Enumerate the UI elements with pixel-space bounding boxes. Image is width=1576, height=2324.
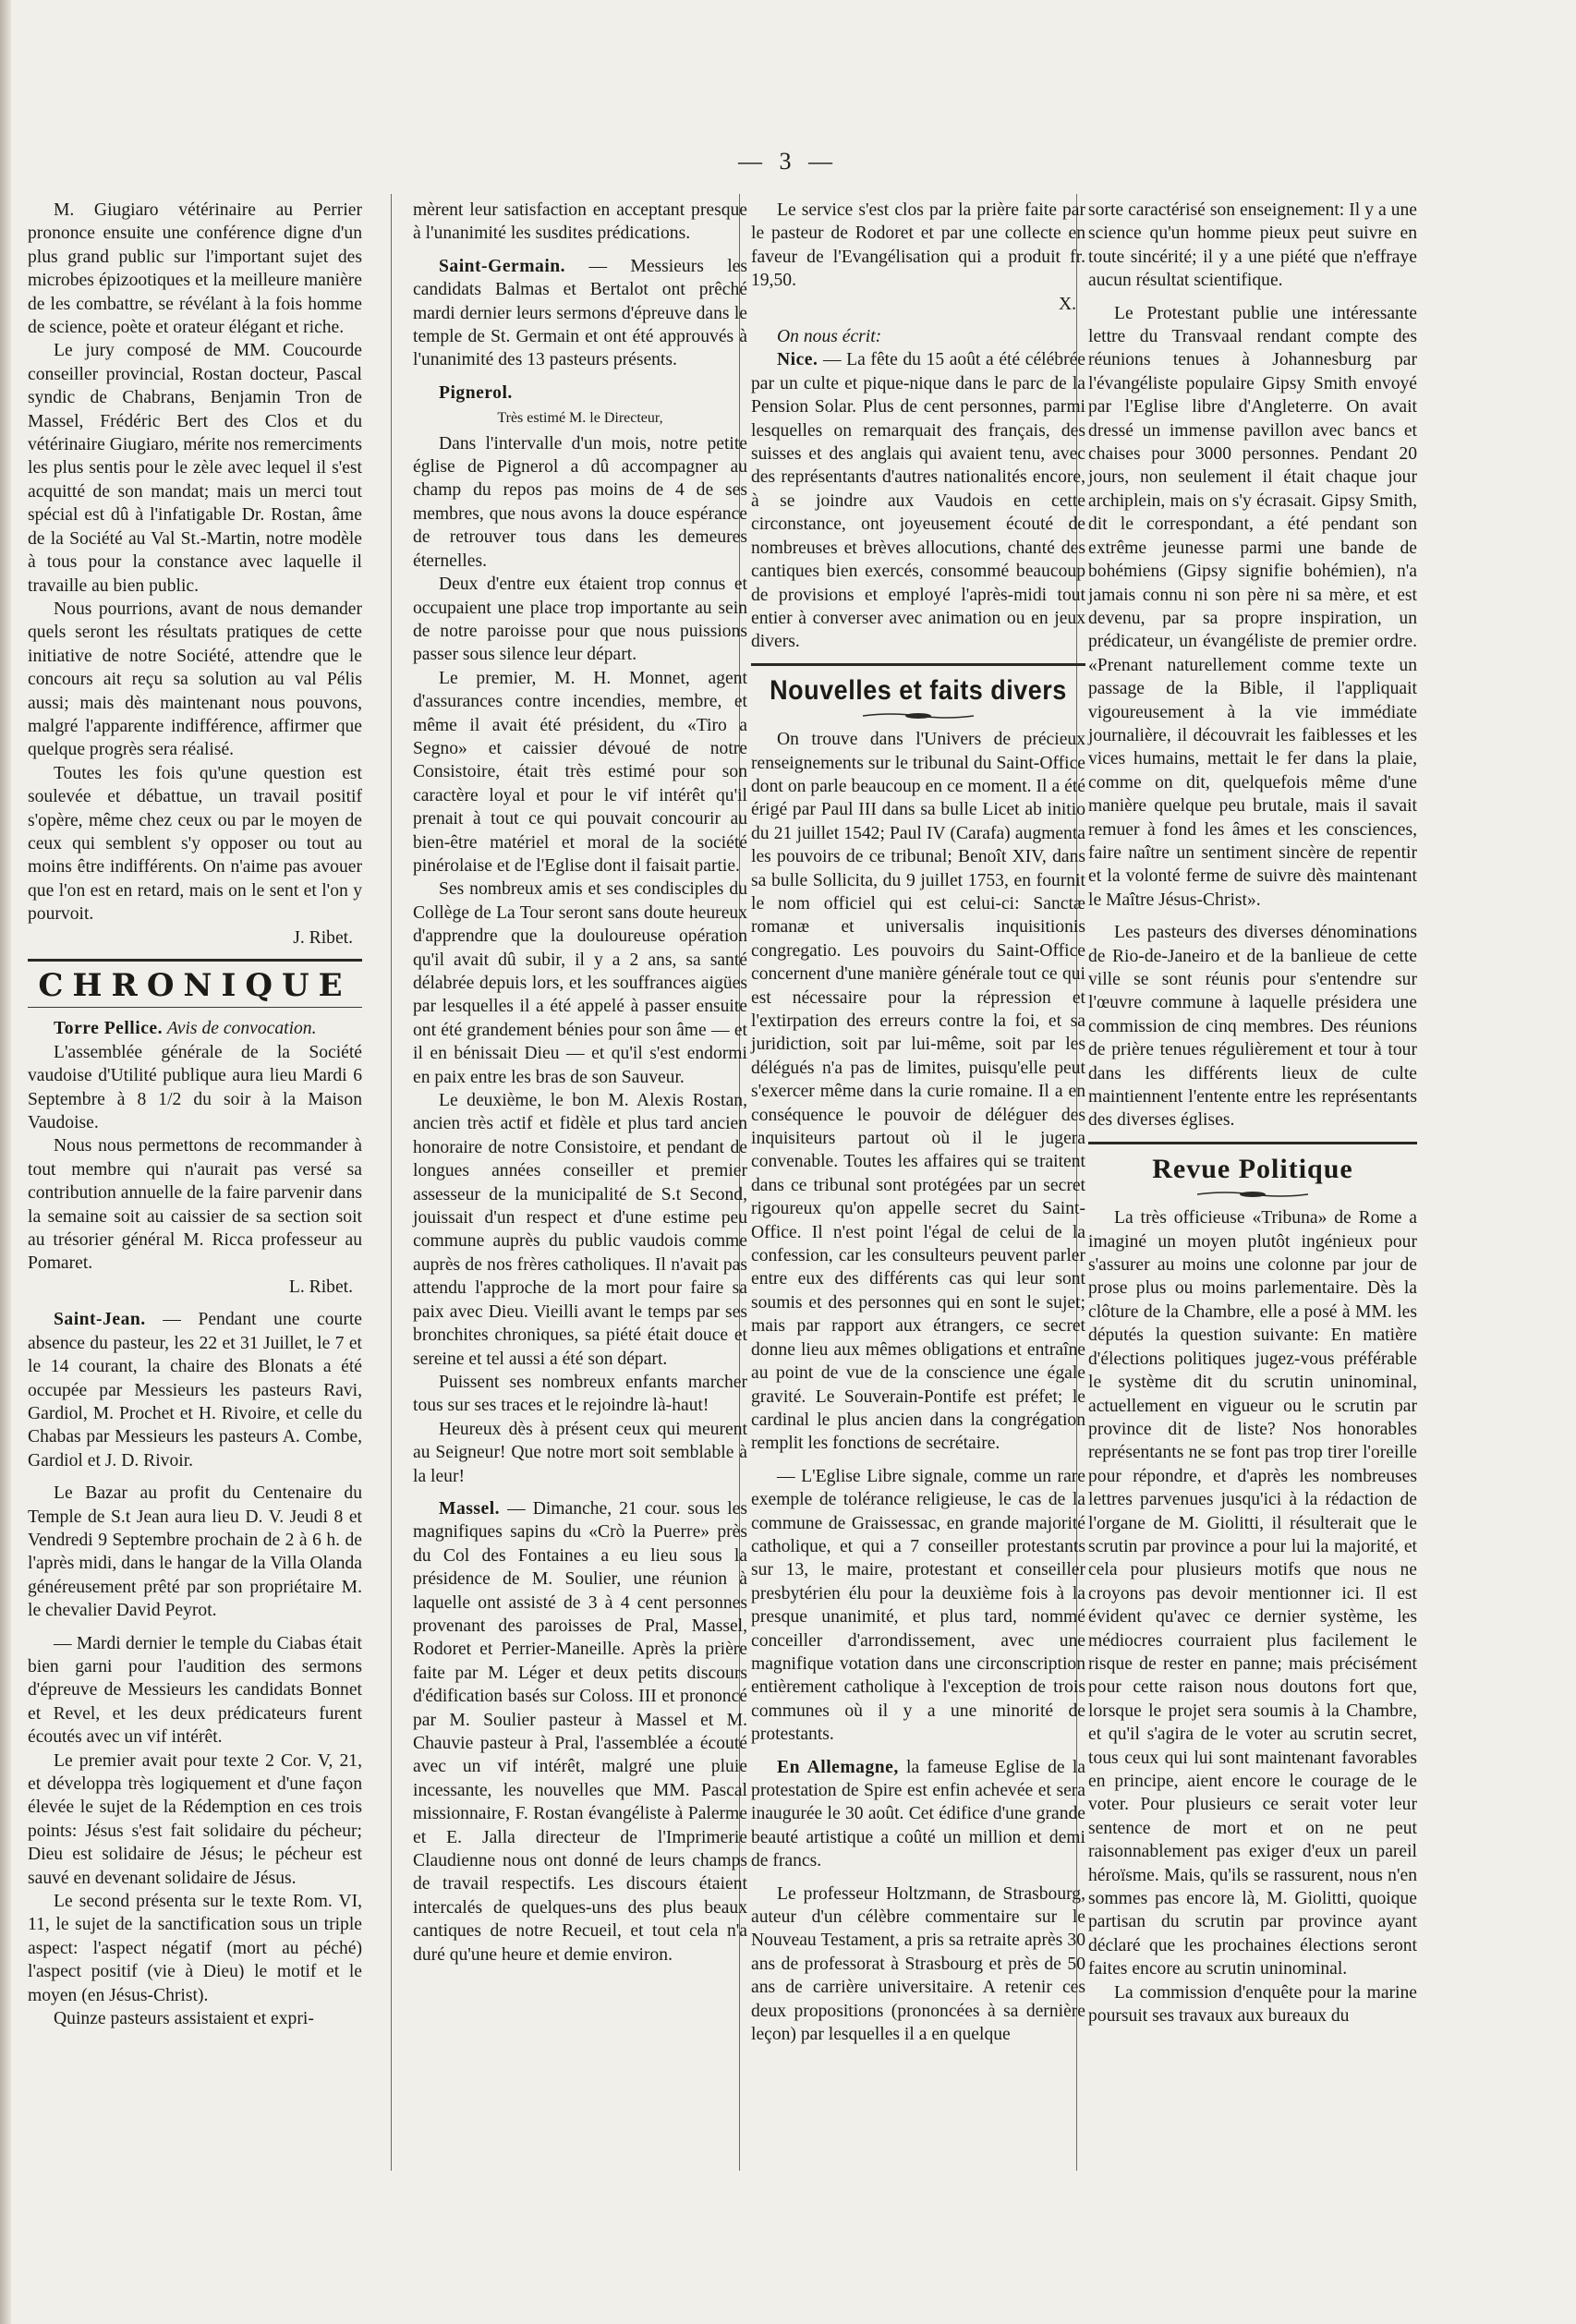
paragraph: — Dimanche, 21 cour. sous les magnifiques sapins du «Crò la Puerre» près du Col des Fontaines a eu lieu sous la présidence de M. Soulier, une réunion à laquelle ont assisté de 3 à 4 cent personnes provenant des paroisses de Pral, Massel, Rodoret et Perrier-Maneille. Après la prière faite par M. Léger et deux petits discours d'édification basés sur Coloss. III et prononcé par M. Soulier pasteur à Massel et M. Chauvie pasteur à Pral, l'assemblée a écouté avec un vif intérêt, malgré une pluie incessante, les nouvelles que MM. Pascal missionnaire, F. Rostan évangéliste à Palerme et E. Jalla directeur de l'Imprimerie Claudienne nous ont donné de leurs champs de travail respectifs. Les discours étaient intercalés de quelques-uns des plus beaux cantiques de notre Recueil, et tout cela n'a duré qu'une heure et demie environ. bbox=[413, 1498, 747, 1965]
section-title-nouvelles: Nouvelles et faits divers bbox=[770, 674, 1067, 706]
place-name: Saint-Germain. bbox=[439, 256, 566, 276]
paragraph: Heureux dès à présent ceux qui meurent au Seigneur! Que notre mort soit semblable à la leur! bbox=[413, 1419, 747, 1486]
paragraph: Le service s'est clos par la prière faite par le pasteur de Rodoret et par une collecte en faveur de l'Evangélisation qui a produit fr. 19,50. bbox=[751, 200, 1085, 291]
paragraph: Toutes les fois qu'une question est soulevée et débattue, un travail positif s'opère, même chez ceux ou par le moyen de ceux qui semblent s'y opposer ou tout au moins être indifférents. On n'aime pas avouer que l'on est en retard, mais on le sent et l'on y pourvoit. bbox=[28, 763, 362, 925]
page-binding-edge bbox=[0, 0, 11, 2324]
section-rule bbox=[1088, 1142, 1417, 1144]
intro-label: On nous écrit: bbox=[777, 327, 882, 347]
letter-salutation: Très estimé M. le Directeur, bbox=[497, 410, 663, 427]
paragraph: Le premier, M. H. Monnet, agent d'assurances contre incendies, membre, et même il avait été président, du «Tiro a Segno» et caissier dévoué de notre Consistoire, était très estimé pour son caractère loyal et pour le vif intérêt qu'il prenait à tout ce qui pouvait concourir au bien-être matériel et moral de la société pinérolaise et de l'Eglise dont il faisait partie. bbox=[413, 668, 747, 876]
paragraph: Le professeur Holtzmann, de Strasbourg, auteur d'un célèbre commentaire sur le Nouveau Testament, a pris sa retraite après 30 ans de professorat à Strasbourg et près de 50 ans de carrière universitaire. A retenir ces deux propositions (prononcées à sa dernière leçon) par lesquelles il a en quelque bbox=[751, 1883, 1085, 2045]
place-name: Torre Pellice. bbox=[54, 1019, 163, 1039]
column-divider bbox=[391, 194, 392, 2171]
signature: X. bbox=[1058, 294, 1076, 314]
paragraph: L'assemblée générale de la Société vaudoise d'Utilité publique aura lieu Mardi 6 Septembre à 8 1/2 du soir à la Maison Vaudoise. bbox=[28, 1042, 362, 1133]
paragraph: Le deuxième, le bon M. Alexis Rostan, ancien très actif et fidèle et plus tard ancien honoraire de notre Consistoire, et pendant de longues années conseiller et premier assesseur de la municipalité de S.t Second, jouissait d'un respect et d'une estime peu commune auprès du public vaudois comme auprès de nos frères catholiques. Il n'avait pas attendu l'approche de la mort pour faire sa paix avec Dieu. Vieilli avant le temps par ses bronchites chroniques, sa piété était douce et sereine et tel aussi a été son départ. bbox=[413, 1091, 747, 1369]
section-title-revue-politique: Revue Politique bbox=[1152, 1153, 1353, 1184]
paragraph: Le premier avait pour texte 2 Cor. V, 21, et développa très logiquement et d'une façon élevée le sujet de la Rédemption en ces trois points: Jésus s'est fait solidaire du pécheur; Dieu est solidaire de Jésus; le pécheur est sauvé en devenant solidaire de Jésus. bbox=[28, 1750, 362, 1888]
paragraph: On trouve dans l'Univers de précieux renseignements sur le tribunal du Saint-Office dont on parle beaucoup en ce moment. Il a été érigé par Paul III dans sa bulle Licet ab initio du 21 juillet 1542; Paul IV (Carafa) augmenta les pouvoirs de ce tribunal; Benoît XIV, dans sa bulle Sollicita, du 9 juillet 1753, en fournit le nom officiel qui est celui-ci: Sanctæ romanæ et universalis inquisitionis congregatio. Les pouvoirs du Saint-Office concernent d'une manière générale tout ce qui est nécessaire pour la répression et l'extirpation des erreurs contre la foi, et sa juridiction, soit par lui-même, soit par les délégués n'a pas de limites, puisqu'elle peut s'exercer même dans la curie romaine. Il a en conséquence le pouvoir de déléguer des inquisiteurs partout où il le jugera convenable. Toutes les affaires qui se traitent dans ce tribunal sont protégées par un secret rigoureux qu'on appelle secret du Saint-Office. Il n'est point l'égal de celui de la confession, car les consulteurs peuvent parler entre eux des différents cas qui leur sont soumis et des personnes qui en sont le sujet; mais par rapport aux étrangers, ce secret donne lieu aux mêmes obligations et entraîne au point de vue de la conscience une égale gravité. Le Souverain-Pontife est préfet; le cardinal le plus ancien dans la congrégation remplit les fonctions de secrétaire. bbox=[751, 730, 1085, 1454]
paragraph: M. Giugiaro vétérinaire au Perrier prononce ensuite une conférence digne d'un plus grand public sur l'important sujet des microbes épizootiques et la meilleure manière de les combattre, se révélant à la fois homme de science, poète et orateur élégant et riche. bbox=[28, 200, 362, 338]
notice-subtitle: Avis de convocation. bbox=[166, 1019, 317, 1039]
paragraph: Le Bazar au profit du Centenaire du Temple de S.t Jean aura lieu D. V. Jeudi 8 et Vendredi 9 Septembre prochain de 2 à 6 h. de l'après midi, dans le hangar de la Villa Olanda généreusement prêté par son propriétaire M. le chevalier David Peyrot. bbox=[28, 1483, 362, 1621]
place-name: En Allemagne, bbox=[777, 1757, 899, 1777]
section-rule bbox=[28, 959, 362, 962]
paragraph: — La fête du 15 août a été célébrée par un culte et pique-nique dans le parc de la Pension Solar. Plus de cent personnes, parmi lesquelles on remarquait des français, des suisses et des anglais qui avaient tenu, avec des représentants d'autres nationalités encore, à se joindre aux Vaudois en cette circonstance, ont joyeusement écouté de nombreuses et brèves allocutions, chanté des cantiques bien exercés, consommé beaucoup de provisions et employé l'après-midi tout entier à converser avec animation ou en jeux divers. bbox=[751, 350, 1085, 652]
paragraph: — Mardi dernier le temple du Ciabas était bien garni pour l'audition des sermons d'épreuve de Messieurs les candidats Bonnet et Revel, et les deux prédicateurs furent écoutés avec un vif intérêt. bbox=[28, 1633, 362, 1748]
paragraph: la fameuse Eglise de la protestation de Spire est enfin achevée et sera inaugurée le 30 août. Cet édifice d'une grande beauté artistique a coûté un million et demi de francs. bbox=[751, 1757, 1085, 1871]
paragraph: Nous pourrions, avant de nous demander quels seront les résultats pratiques de cette initiative de notre Société, attendre que le concours ait reçu sa solution au val Pélis aussi; mais dès maintenant nous pouvons, malgré l'apparente indifférence, affirmer que quelque progrès sera réalisé. bbox=[28, 599, 362, 760]
paragraph: Les pasteurs des diverses dénominations de Rio-de-Janeiro et de la banlieue de cette ville se sont réunis pour s'entendre sur l'œuvre commune à laquelle présidera une commission de cinq membres. Des réunions de prière tenues régulièrement et tour à tour dans les différents lieux de culte maintiennent l'entente entre les représentants des diverses églises. bbox=[1088, 923, 1417, 1131]
ornament-flourish bbox=[1197, 1190, 1308, 1199]
paragraph: La très officieuse «Tribuna» de Rome a imaginé un moyen plutôt ingénieux pour s'assurer au moins une colonne par jour de prose plus ou moins parlementaire. Dès la clôture de la Chambre, elle a posé à MM. les députés la question suivante: En matière d'élections politiques jugez-vous préférable le système dit du scrutin uninominal, actuellement en vigueur ou le scrutin par province dit de liste? Nos honorables représentants ne se font pas trop tirer l'oreille pour répondre, et d'après les nombreuses lettres parvenues jusqu'ici à la rédaction de l'organe de M. Giolitti, il résulterait que le scrutin par province a pour lui la majorité, et cela pour plusieurs motifs que nous ne croyons pas devoir mentionner ici. Il est évident qu'avec ce dernier système, les médiocres courraient plus facilement le risque de rester en panne; mais précisément pour cette raison nous doutons fort que, lorsque le projet sera soumis à la Chambre, et qu'il s'agira de le voter au scrutin secret, tous ceux qui lui sont maintenant favorables en principe, aient encore le courage de le voter. Pour plusieurs ce serait voter leur sentence de mort et on ne peut raisonnablement pas exiger d'eux un pareil héroïsme. Mais, qu'ils se rassurent, nous n'en sommes pas encore là, M. Giolitti, quoique partisan du scrutin par province ayant déclaré que les prochaines élections seront faites encore au scrutin uninominal. bbox=[1088, 1208, 1417, 1979]
paragraph: — Messieurs les candidats Balmas et Bertalot ont prêché mardi dernier leurs sermons d'épreuve dans le temple de St. Germain et ont été approuvés à l'unanimité des 13 pasteurs présents. bbox=[413, 256, 747, 370]
place-name: Saint-Jean. bbox=[54, 1310, 146, 1330]
ornament-flourish bbox=[863, 711, 974, 720]
column-2 bbox=[413, 199, 747, 1967]
paragraph: La commission d'enquête pour la marine poursuit ses travaux aux bureaux du bbox=[1088, 1982, 1417, 2027]
section-title-chronique: CHRONIQUE bbox=[38, 967, 352, 1004]
section-rule bbox=[751, 663, 1085, 666]
paragraph: Le jury composé de MM. Coucourde conseiller provincial, Rostan docteur, Pascal syndic de Chabrans, Benjamin Tron de Massel, Frédéric Bert des Clos et du vétérinaire Giugiaro, mérite nos remerciments les plus sentis pour le zèle avec lequel il s'est acquitté de son mandat; mais un merci tout spécial est dû à l'infatigable Dr. Rostan, âme de la Société au Val St.-Martin, notre modèle à tous pour la constance avec laquelle il travaille au bien public. bbox=[28, 341, 362, 596]
section-rule bbox=[28, 1007, 362, 1008]
paragraph: Ses nombreux amis et ses condisciples du Collège de La Tour seront sans doute heureux d'apprendre que la douloureuse opération qu'il avait dû subir, il y a 2 ans, sa santé délabrée depuis lors, et les souffrances aigües par lesquelles il a été appelé à passer ensuite ont été grandement bénies pour son âme — et il en bénissait Dieu — et qu'il s'est endormi en paix entre les bras de son Sauveur. bbox=[413, 879, 747, 1087]
column-1 bbox=[28, 199, 362, 2030]
paragraph: Nous nous permettons de recommander à tout membre qui n'aurait pas versé sa contribution annuelle de la faire parvenir dans la semaine soit au caissier de sa section soit au trésorier général M. Ricca professeur au Pomaret. bbox=[28, 1136, 362, 1274]
paragraph: Le second présenta sur le texte Rom. VI, 11, le sujet de la sanctification sous un triple aspect: l'aspect négatif (mort au péché) l'aspect positif (vie à Dieu) le motif et le moyen (en Jésus-Christ). bbox=[28, 1892, 362, 2005]
paragraph: Deux d'entre eux étaient trop connus et occupaient une place trop importante au sein de notre paroisse pour que nous puissions passer sous silence leur départ. bbox=[413, 575, 747, 665]
paragraph: — Pendant une courte absence du pasteur, les 22 et 31 Juillet, le 7 et le 14 courant, la chaire des Blonats a été occupée par Messieurs les pasteurs Ravi, Gardiol, M. Prochet et H. Rivoire, et celle du Chabas par Messieurs les pasteurs A. Combe, Gardiol et J. D. Rivoir. bbox=[28, 1310, 362, 1471]
column-4 bbox=[1088, 199, 1417, 2027]
signature: L. Ribet. bbox=[288, 1277, 353, 1297]
signature: J. Ribet. bbox=[293, 927, 353, 948]
place-name: Nice. bbox=[777, 350, 818, 370]
place-name: Pignerol. bbox=[439, 382, 513, 403]
paragraph: Quinze pasteurs assistaient et expri- bbox=[54, 2009, 314, 2029]
paragraph: mèrent leur satisfaction en acceptant presque à l'unanimité les susdites prédications. bbox=[413, 200, 747, 244]
paragraph: — L'Eglise Libre signale, comme un rare exemple de tolérance religieuse, le cas de la commune de Graissessac, en grande majorité catholique, et qui a 7 conseiller protestants sur 13, le maire, protestant et conseiller presbytérien élu pour la deuxième fois à la presque unanimité, et plus tard, nommé conceiller d'arrondissement, avec une magnifique votation dans une circonscription entièrement catholique à l'exception de trois communes où il y a une minorité de protestants. bbox=[751, 1466, 1085, 1745]
paragraph: sorte caractérisé son enseignement: Il y a une science qu'un homme pieux peut suivre en toute sincérité; il y a une piété que n'effraye aucun résultat scientifique. bbox=[1088, 200, 1417, 291]
column-3 bbox=[751, 199, 1085, 2046]
page-number: — 3 — bbox=[738, 148, 838, 175]
paragraph: Puissent ses nombreux enfants marcher tous sur ses traces et le rejoindre là-haut! bbox=[413, 1372, 747, 1416]
place-name: Massel. bbox=[439, 1498, 501, 1519]
paragraph: Le Protestant publie une intéressante lettre du Transvaal rendant compte des réunions tenues à Johannesburg par l'évangéliste populaire Gipsy Smith envoyé par l'Eglise libre d'Angleterre. On avait dressé un immense pavillon avec bancs et chaises pour 3000 personnes. Pendant 20 jours, non seulement il était chaque jour archiplein, mais on s'y écrasait. Gipsy Smith, dit le correspondant, a été pendant son extrême jeunesse parmi une bande de bohémiens (Gipsy signifie bohémien), n'a jamais connu ni son père ni sa mère, et est devenu, par sa propre inspiration, un prédicateur, un évangéliste de premier ordre. «Prenant naturellement comme texte un passage de la Bible, il l'appliquait vigoureusement à la vie immédiate journalière, il découvrait les faiblesses et les vices humains, mettait le fer dans la plaie, comme on dit, quelquefois même d'une manière quelque peu brutale, mais il savait remuer à fond les âmes et les consciences, faire naître un sentiment sincère de repentir et la volonté ferme de suivre dès maintenant le Maître Jésus-Christ». bbox=[1088, 303, 1417, 910]
paragraph: Dans l'intervalle d'un mois, notre petite église de Pignerol a dû accompagner au champ du repos pas moins de 4 de ses membres, que nous avons la douce espérance de retrouver tous dans les demeures éternelles. bbox=[413, 433, 747, 571]
